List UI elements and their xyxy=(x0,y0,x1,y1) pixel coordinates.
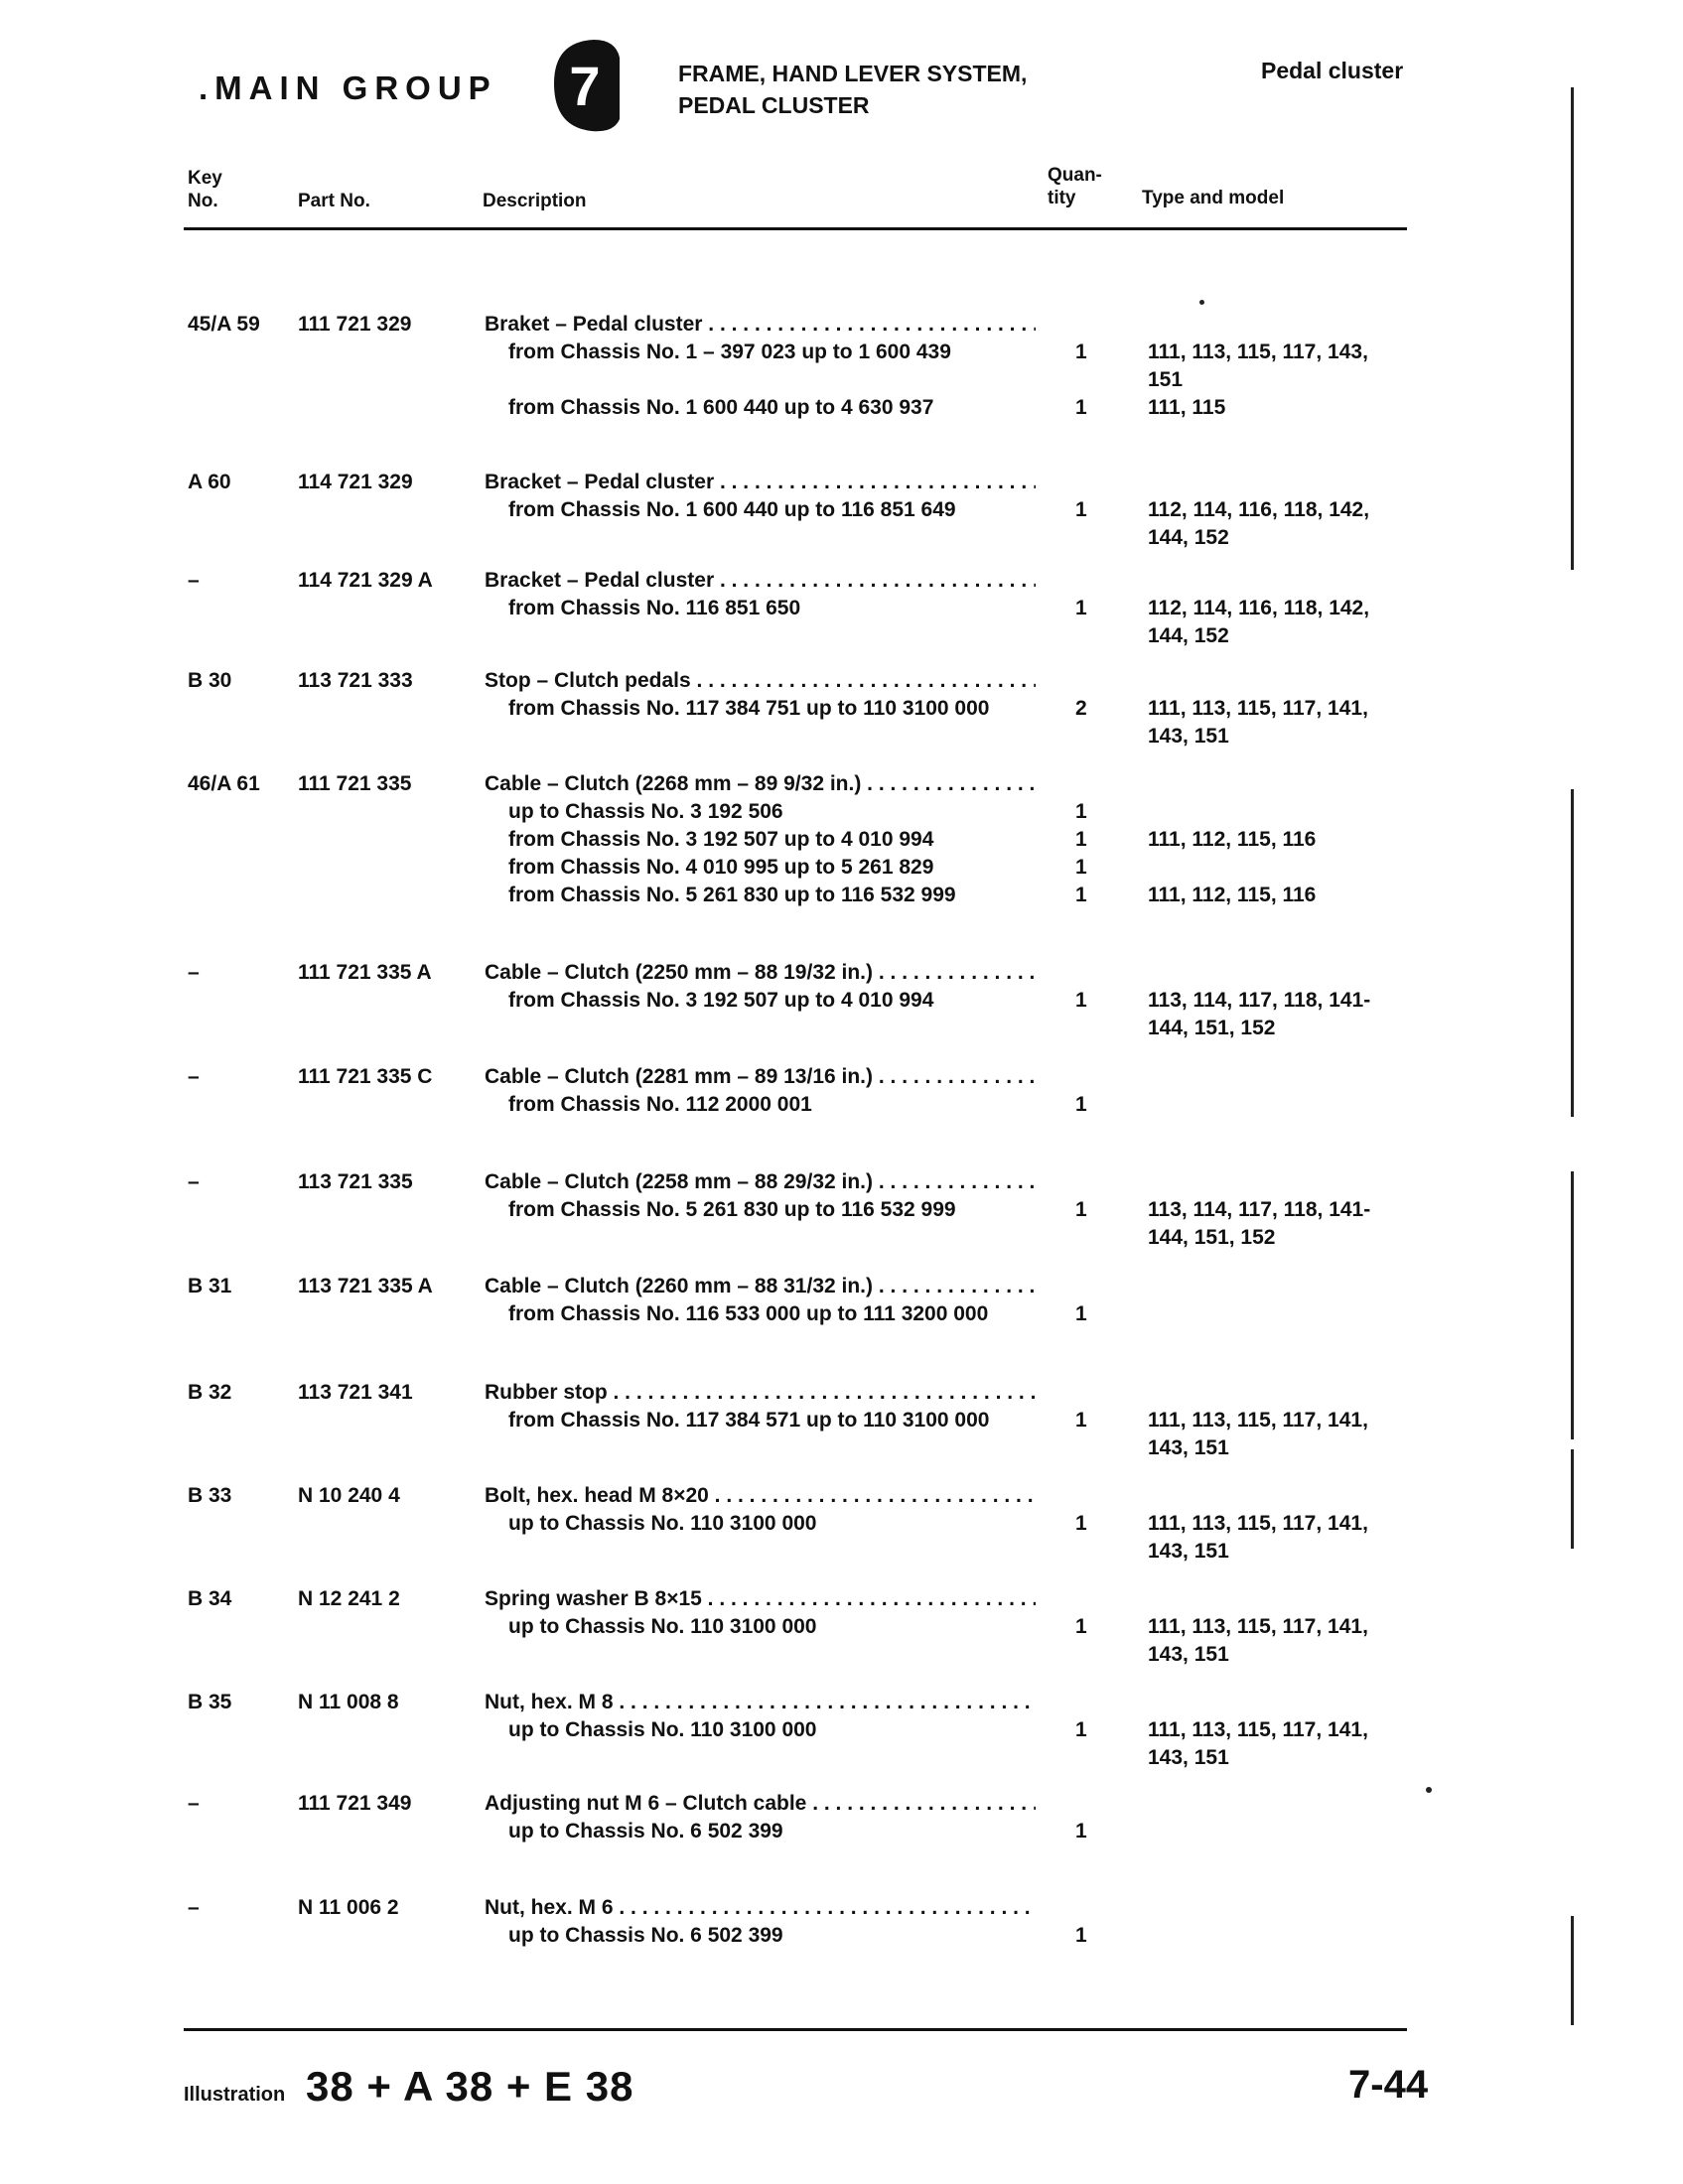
key-number: A 60 xyxy=(188,471,231,493)
quantity: 1 xyxy=(1075,1093,1087,1116)
illustration-label: Illustration xyxy=(184,2084,286,2106)
type-and-model: 111, 113, 115, 117, 141, 143, 151 xyxy=(1148,1718,1368,1769)
quantity: 1 xyxy=(1075,1718,1087,1741)
chassis-range: up to Chassis No. 110 3100 000 xyxy=(508,1718,817,1741)
quantity: 1 xyxy=(1075,989,1087,1012)
margin-line-3 xyxy=(1571,978,1574,1117)
chassis-range: from Chassis No. 1 600 440 up to 116 851 649 xyxy=(508,498,956,521)
header-rule xyxy=(184,227,1407,230)
description xyxy=(485,770,1036,906)
key-number: 46/A 61 xyxy=(188,772,260,795)
part-number: 113 721 335 A xyxy=(298,1275,433,1297)
description-title: Spring washer B 8×15 . . . xyxy=(485,1585,1036,1613)
part-number: N 11 006 2 xyxy=(298,1896,399,1919)
description xyxy=(485,1273,1036,1325)
type-and-model: 112, 114, 116, 118, 142, 144, 152 xyxy=(1148,498,1370,549)
part-number: 111 721 335 A xyxy=(298,961,432,984)
chassis-range: from Chassis No. 116 533 000 up to 111 3200 000 xyxy=(508,1302,989,1325)
type-and-model: 111, 113, 115, 117, 141, 143, 151 xyxy=(1148,1409,1368,1459)
type-and-model: 111, 112, 115, 116 xyxy=(1148,884,1317,906)
description xyxy=(485,311,1036,419)
quantity: 1 xyxy=(1075,828,1087,851)
description-title: Stop – Clutch pedals . . . xyxy=(485,667,1036,695)
part-number: 111 721 349 xyxy=(298,1792,412,1815)
description-title: Cable – Clutch (2250 mm – 88 19/32 in.) . . . xyxy=(485,959,1036,987)
chassis-range: up to Chassis No. 6 502 399 xyxy=(508,1820,783,1843)
part-number: 111 721 335 C xyxy=(298,1065,433,1088)
key-number: – xyxy=(188,1065,200,1088)
chassis-range: from Chassis No. 1 – 397 023 up to 1 600 439 xyxy=(508,341,951,363)
quantity: 1 xyxy=(1075,1615,1087,1638)
margin-line-4 xyxy=(1571,1171,1574,1439)
description xyxy=(485,667,1036,720)
quantity: 2 xyxy=(1075,697,1087,720)
description xyxy=(485,567,1036,619)
type-and-model: 111, 113, 115, 117, 141, 143, 151 xyxy=(1148,697,1368,748)
chassis-range: from Chassis No. 112 2000 001 xyxy=(508,1093,812,1116)
key-number: B 31 xyxy=(188,1275,232,1297)
quantity: 1 xyxy=(1075,498,1087,521)
key-number: B 34 xyxy=(188,1587,232,1610)
part-number: 111 721 335 xyxy=(298,772,412,795)
description-title: Cable – Clutch (2258 mm – 88 29/32 in.) . . . xyxy=(485,1168,1036,1196)
key-number: B 32 xyxy=(188,1381,232,1404)
group-number-badge xyxy=(544,36,626,135)
part-number: N 12 241 2 xyxy=(298,1587,400,1610)
col-header-quantity-line-1: Quan- xyxy=(1048,165,1102,186)
description-title: Bolt, hex. head M 8×20 . . . xyxy=(485,1482,1036,1510)
chassis-range: from Chassis No. 116 851 650 xyxy=(508,597,801,619)
quantity: 1 xyxy=(1075,396,1087,419)
group-badge-shape xyxy=(544,36,626,135)
description xyxy=(485,1790,1036,1843)
margin-line-5 xyxy=(1571,1449,1574,1549)
page-number: 7-44 xyxy=(1348,2063,1429,2107)
description-title: Bracket – Pedal cluster . . . xyxy=(485,567,1036,595)
chassis-range: from Chassis No. 3 192 507 up to 4 010 994 xyxy=(508,828,934,851)
main-group-label: .MAIN GROUP xyxy=(199,69,497,106)
scan-speck xyxy=(1199,300,1204,305)
description xyxy=(485,1689,1036,1741)
description-title: Cable – Clutch (2268 mm – 89 9/32 in.) . . . xyxy=(485,770,1036,798)
chassis-range: from Chassis No. 3 192 507 up to 4 010 994 xyxy=(508,989,934,1012)
col-header-key xyxy=(188,167,222,212)
group-title xyxy=(678,58,1027,121)
col-header-part: Part No. xyxy=(298,191,370,211)
type-and-model: 111, 113, 115, 117, 143, 151 xyxy=(1148,341,1368,391)
type-and-model: 112, 114, 116, 118, 142, 144, 152 xyxy=(1148,597,1370,647)
key-number: – xyxy=(188,1170,200,1193)
description xyxy=(485,1379,1036,1432)
chassis-range: up to Chassis No. 110 3100 000 xyxy=(508,1512,817,1535)
description xyxy=(485,1585,1036,1638)
description-title: Rubber stop . . . xyxy=(485,1379,1036,1407)
chassis-range: from Chassis No. 5 261 830 up to 116 532 999 xyxy=(508,1198,956,1221)
col-header-quantity-line-2: tity xyxy=(1048,188,1076,208)
col-header-key-line-2: No. xyxy=(188,191,218,211)
key-number: – xyxy=(188,961,200,984)
description xyxy=(485,1482,1036,1535)
quantity: 1 xyxy=(1075,1820,1087,1843)
group-title-line-1: FRAME, HAND LEVER SYSTEM, xyxy=(678,61,1028,86)
quantity: 1 xyxy=(1075,1512,1087,1535)
description-title: Braket – Pedal cluster . . . xyxy=(485,311,1036,339)
key-number: – xyxy=(188,1792,200,1815)
type-and-model: 111, 115 xyxy=(1148,396,1226,419)
description xyxy=(485,1063,1036,1116)
key-number: B 33 xyxy=(188,1484,232,1507)
type-and-model: 113, 114, 117, 118, 141-144, 151, 152 xyxy=(1148,1198,1371,1249)
chassis-range: up to Chassis No. 110 3100 000 xyxy=(508,1615,817,1638)
part-number: 114 721 329 A xyxy=(298,569,433,592)
quantity: 1 xyxy=(1075,341,1087,363)
key-number: – xyxy=(188,569,200,592)
quantity: 1 xyxy=(1075,1924,1087,1947)
col-header-key-line-1: Key xyxy=(188,168,222,189)
description-title: Cable – Clutch (2281 mm – 89 13/16 in.) . . . xyxy=(485,1063,1036,1091)
description xyxy=(485,1168,1036,1221)
quantity: 1 xyxy=(1075,856,1087,879)
chassis-range: up to Chassis No. 6 502 399 xyxy=(508,1924,783,1947)
key-number: B 35 xyxy=(188,1691,232,1713)
quantity: 1 xyxy=(1075,597,1087,619)
description xyxy=(485,959,1036,1012)
part-number: 113 721 335 xyxy=(298,1170,413,1193)
quantity: 1 xyxy=(1075,800,1087,823)
scan-speck xyxy=(1426,1787,1432,1793)
group-title-line-2: PEDAL CLUSTER xyxy=(678,92,870,118)
chassis-range: from Chassis No. 5 261 830 up to 116 532 999 xyxy=(508,884,956,906)
part-number: N 11 008 8 xyxy=(298,1691,399,1713)
chassis-range: from Chassis No. 117 384 571 up to 110 3100 000 xyxy=(508,1409,990,1432)
chassis-range: from Chassis No. 4 010 995 up to 5 261 829 xyxy=(508,856,934,879)
illustration-value: 38 + A 38 + E 38 xyxy=(306,2063,634,2110)
footer-rule xyxy=(184,2028,1407,2031)
col-header-description: Description xyxy=(483,191,587,211)
key-number: B 30 xyxy=(188,669,232,692)
part-number: 113 721 341 xyxy=(298,1381,413,1404)
key-number: 45/A 59 xyxy=(188,313,260,336)
quantity: 1 xyxy=(1075,884,1087,906)
type-and-model: 113, 114, 117, 118, 141-144, 151, 152 xyxy=(1148,989,1371,1039)
group-number: 7 xyxy=(569,55,601,117)
type-and-model: 111, 113, 115, 117, 141, 143, 151 xyxy=(1148,1615,1368,1666)
key-number: – xyxy=(188,1896,200,1919)
chassis-range: from Chassis No. 1 600 440 up to 4 630 937 xyxy=(508,396,934,419)
chassis-range: up to Chassis No. 3 192 506 xyxy=(508,800,783,823)
col-header-type: Type and model xyxy=(1142,188,1285,208)
margin-line-1 xyxy=(1571,87,1574,570)
part-number: 113 721 333 xyxy=(298,669,413,692)
description xyxy=(485,469,1036,521)
description-title: Nut, hex. M 8 . . . xyxy=(485,1689,1036,1716)
quantity: 1 xyxy=(1075,1198,1087,1221)
quantity: 1 xyxy=(1075,1302,1087,1325)
description-title: Bracket – Pedal cluster . . . xyxy=(485,469,1036,496)
description-title: Nut, hex. M 6 . . . xyxy=(485,1894,1036,1922)
quantity: 1 xyxy=(1075,1409,1087,1432)
margin-line-6 xyxy=(1571,1916,1574,2025)
description-title: Cable – Clutch (2260 mm – 88 31/32 in.) . . . xyxy=(485,1273,1036,1300)
type-and-model: 111, 113, 115, 117, 141, 143, 151 xyxy=(1148,1512,1368,1563)
part-number: N 10 240 4 xyxy=(298,1484,400,1507)
section-name: Pedal cluster xyxy=(1261,58,1404,83)
col-header-quantity xyxy=(1048,164,1102,209)
part-number: 114 721 329 xyxy=(298,471,413,493)
chassis-range: from Chassis No. 117 384 751 up to 110 3100 000 xyxy=(508,697,990,720)
part-number: 111 721 329 xyxy=(298,313,412,336)
type-and-model: 111, 112, 115, 116 xyxy=(1148,828,1317,851)
description-title: Adjusting nut M 6 – Clutch cable . . . xyxy=(485,1790,1036,1818)
description xyxy=(485,1894,1036,1947)
